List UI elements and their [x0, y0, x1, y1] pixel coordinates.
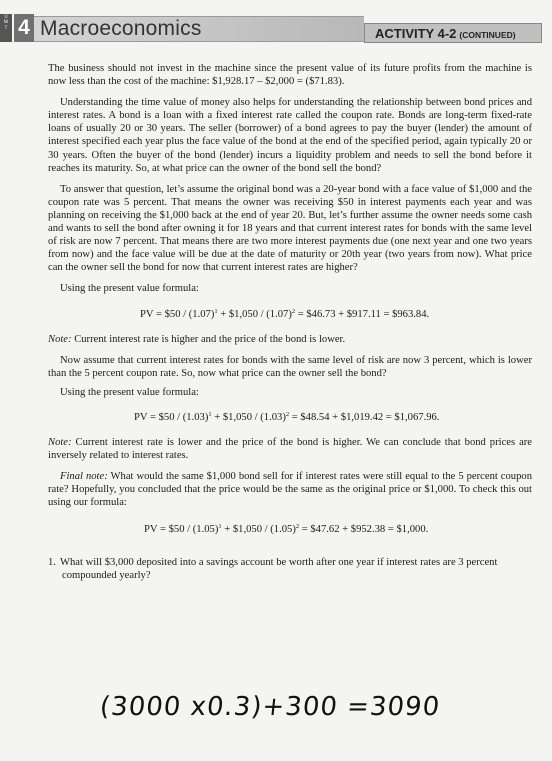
formula-intro-2: Using the present value formula: — [60, 386, 199, 398]
question-text: What will $3,000 deposited into a savings account be worth after one year if interest rates are 3 percent compounded yearly? — [60, 557, 498, 582]
note-lower-rate: Note: Current interest rate is lower and the price of the bond is higher. We can conclude that bond prices are inversely related to interest rates. — [48, 436, 532, 461]
unit-number: 4 — [14, 14, 34, 42]
unit-tab — [0, 14, 12, 42]
paragraph-final-note: Final note: What would the same $1,000 bond sell for if interest rates were still equal to the 5 percent coupon rate? Hopefully, you concluded that the price would be the same as the original price or $1,000. To check this out using our formula: — [48, 471, 532, 509]
body-text — [48, 62, 532, 583]
activity-continued: (CONTINUED) — [459, 30, 516, 40]
unit-title: Macroeconomics — [40, 17, 202, 40]
question-1 — [48, 556, 532, 582]
unit-tab-label: UNIT — [3, 15, 9, 31]
formula-intro-1: Using the present value formula: — [60, 283, 199, 295]
handwritten-answer[interactable]: (3000 x0.3)+300 =3090 — [98, 692, 442, 722]
note-higher-rate: Note: Current interest rate is higher and the price of the bond is lower. — [48, 333, 346, 345]
paragraph-conclusion: The business should not invest in the machine since the present value of its future profits from the machine is now less than the cost of the machine: $1,928.17 – $2,000 = ($71.83). — [48, 63, 532, 88]
activity-label: ACTIVITY 4-2 — [375, 26, 457, 41]
question-number: 1. — [48, 557, 56, 569]
paragraph-bond-example: To answer that question, let’s assume the original bond was a 20-year bond with a face value of $1,000 and the coupon rate was 5 percent. That means the owner was receiving $50 in interest payments each year and was planning on receiving the $1,000 back at the end of year 20. But, let’s further assume the owner needs some cash and wants to sell the bond after owning it for 18 years and that current interest rates for bonds with the same level of risk are now 7 percent. That means there are two more interest payments due (one next year and one two years from now) and the face value will be due at the date of maturity or 20th year (two years from now). What price can the owner sell the bond for now that current interest rates are higher? — [48, 183, 532, 274]
paragraph-bonds-intro: Understanding the time value of money also helps for understanding the relationship between bond prices and interest rates. A bond is a loan with a fixed interest rate called the coupon rate. Bonds are long-term fixed-rate loans of usually 20 or 30 years. The seller (borrower) of a bond agrees to pay the buyer (lender) the amount of interest specified each year plus the face value of the bond at the end of the specified period, again typically 20 or 30 years. Often the buyer of the bond (lender) incurs a liquidity problem and needs to sell the bond before it reaches its maturity. So, at what price can the owner of the bond sell the bond? — [48, 97, 532, 174]
paragraph-lower-rate: Now assume that current interest rates for bonds with the same level of risk are now 3 percent, which is lower than the 5 percent coupon rate. So, now what price can the owner sell the bond? — [48, 354, 532, 379]
page-header — [0, 14, 552, 42]
unit-title-bar — [34, 16, 364, 42]
activity-badge — [364, 23, 542, 43]
formula-3: PV = $50 / $(1.05)^1$ + $1,050 / $(1.05)^2$ = $47.62 + $952.38 = $1,000. — [144, 523, 429, 536]
formula-1: PV = $50 / $(1.07)^1$ + $1,050 / $(1.07)^2$ = $46.73 + $917.11 = $963.84. — [140, 307, 430, 320]
formula-2: PV = $50 / $(1.03)^1$ + $1,050 / $(1.03)^2$ = $48.54 + $1,019.42 = $1,067.96. — [134, 410, 440, 423]
